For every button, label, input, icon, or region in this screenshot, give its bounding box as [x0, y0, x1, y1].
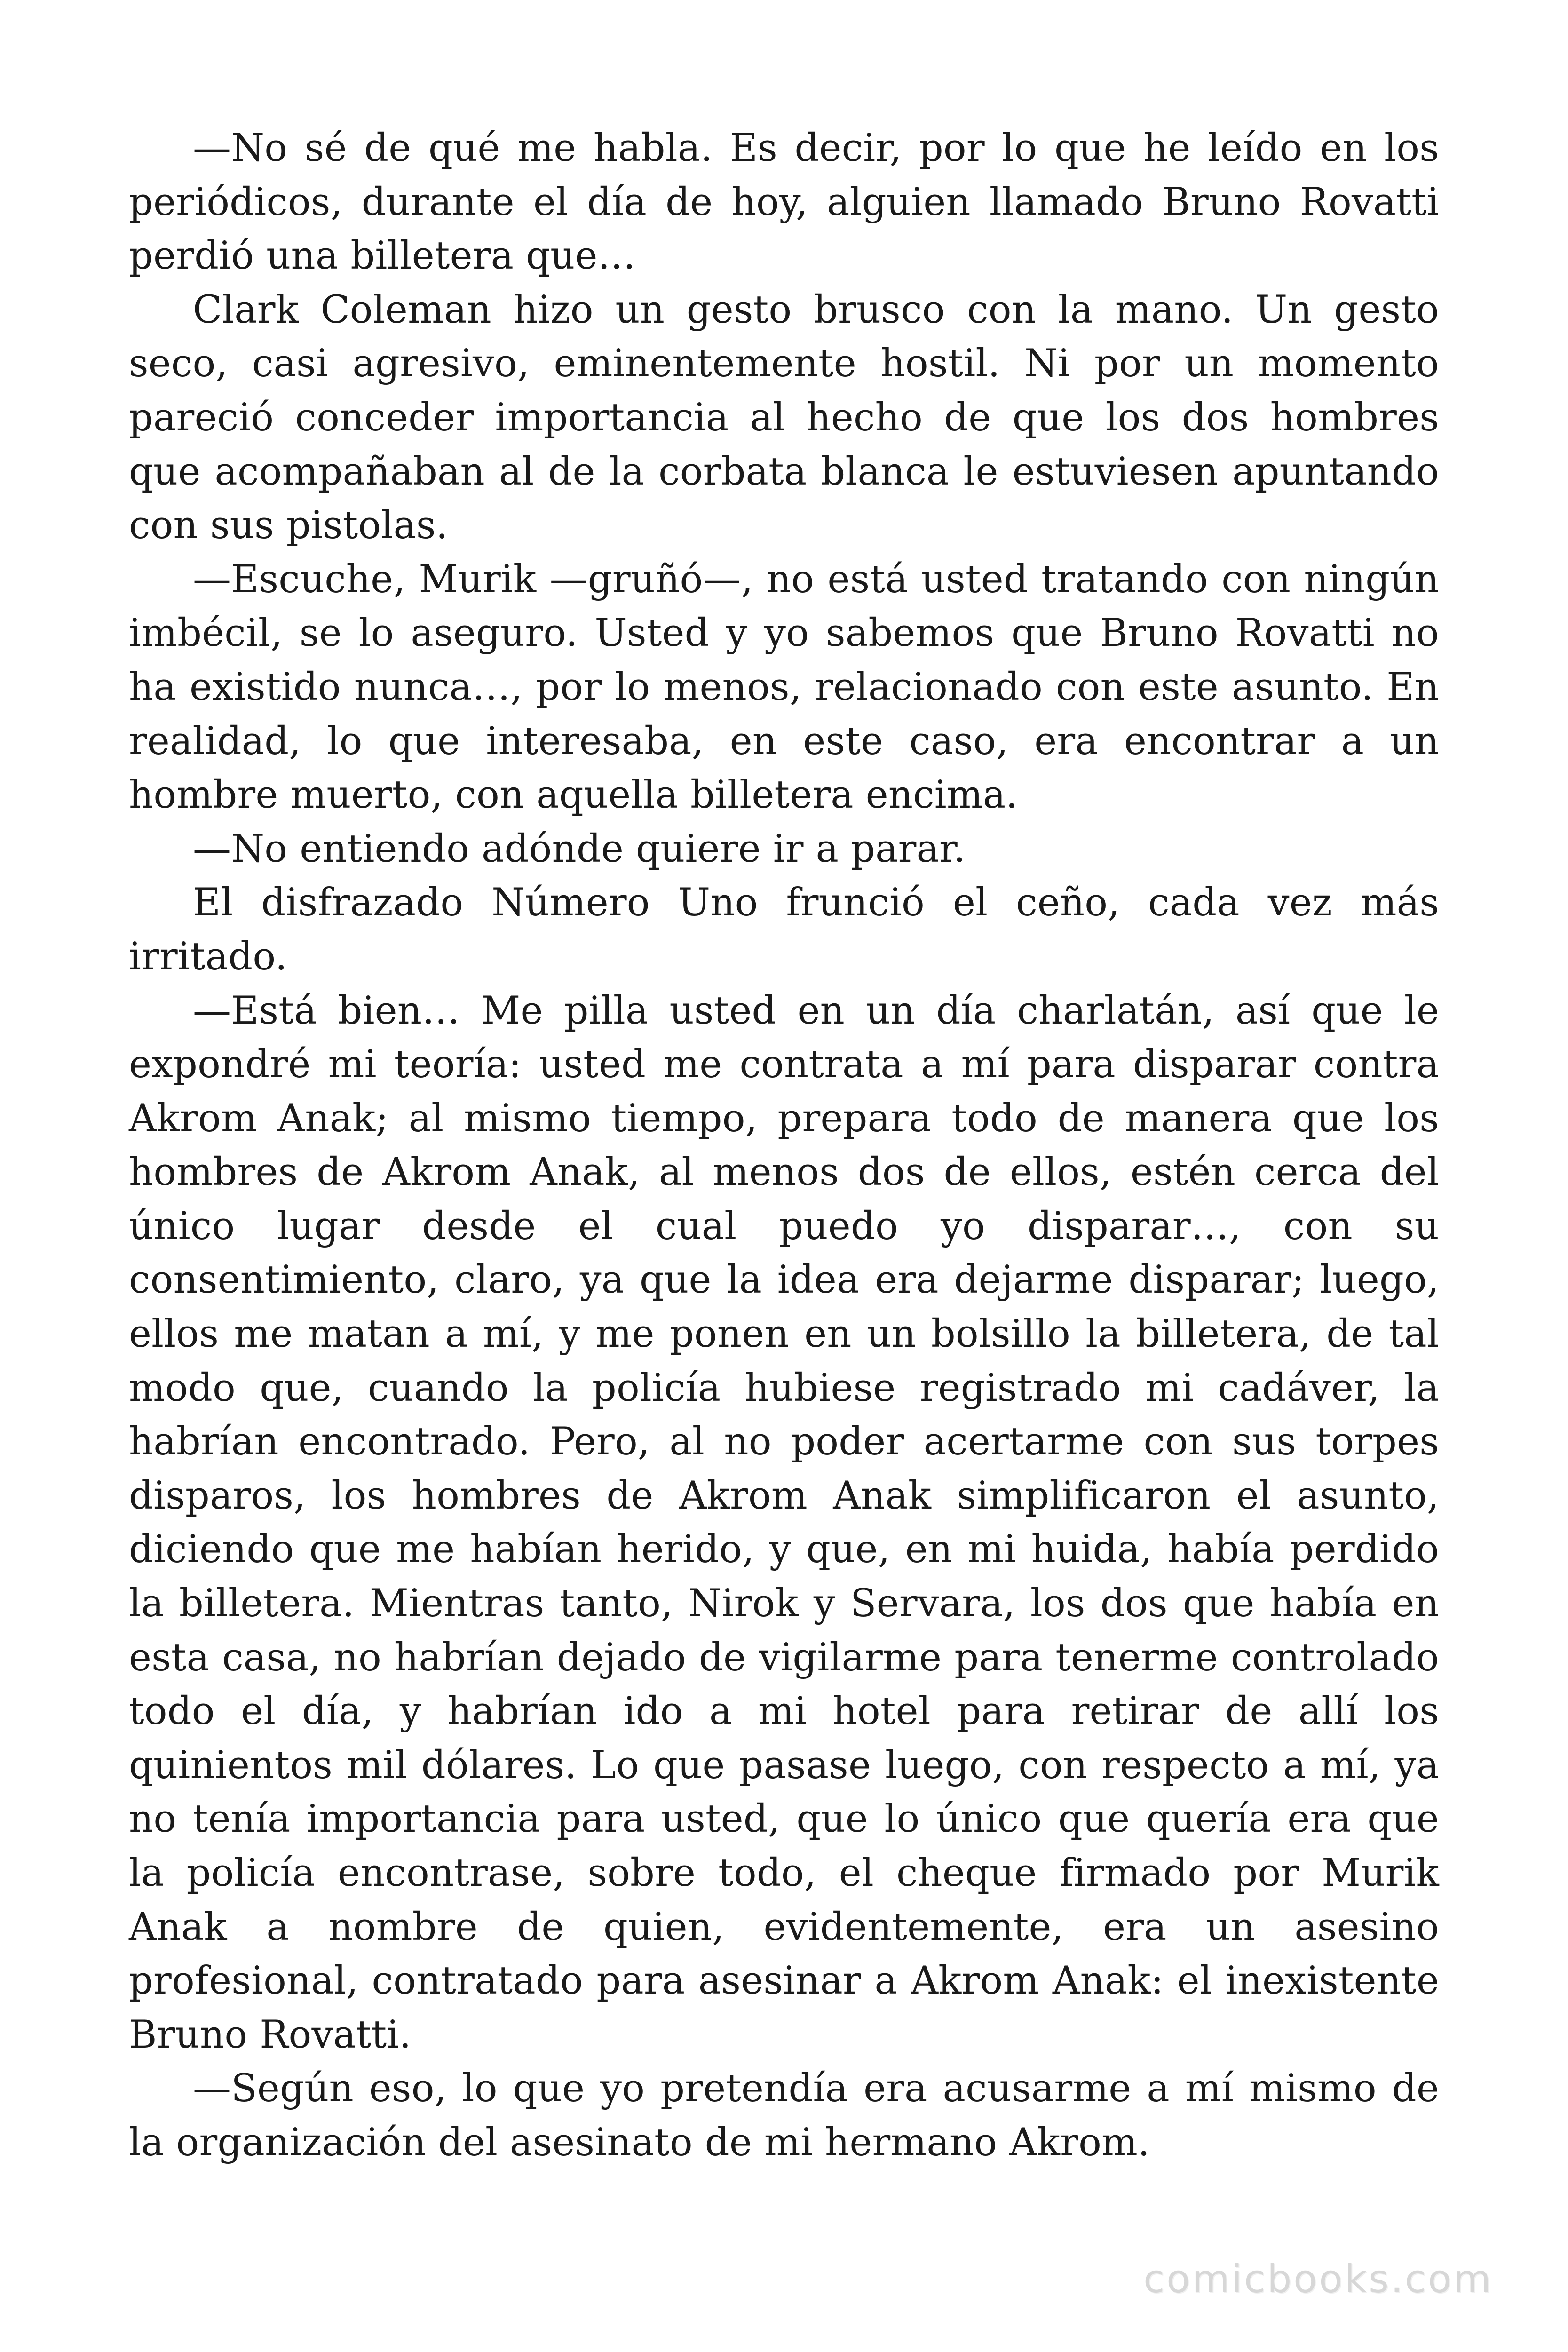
paragraph-3: —Escuche, Murik —gruñó—, no está usted tratando con ningún imbécil, se lo aseguro. Usted y yo sabemos que Bruno Rovatti no ha existido nunca…, por lo menos, relacionado con este asunto. En realidad, lo que interesaba, en este caso, era encontrar a un hombre muerto, con aquella billetera encima. — [129, 557, 1439, 818]
paragraph-4: —No entiendo adónde quiere ir a parar. — [193, 826, 966, 871]
watermark: comicbooks.com — [1143, 2257, 1493, 2302]
paragraph-7: —Según eso, lo que yo pretendía era acusarme a mí mismo de la organización del asesinato de mi hermano Akrom. — [129, 2066, 1439, 2165]
paragraph-1: —No sé de qué me habla. Es decir, por lo que he leído en los periódicos, durante el día de hoy, alguien llamado Bruno Rovatti perdió una billetera que… — [129, 126, 1439, 278]
paragraph-6: —Está bien… Me pilla usted en un día charlatán, así que le expondré mi teoría: usted me contrata a mí para disparar contra Akrom Anak; al mismo tiempo, prepara todo de manera que los hombres de Akrom Anak, al menos dos de ellos, estén cerca del único lugar desde el cual puedo yo disparar…, con su consentimiento, claro, ya que la idea era dejarme disparar; luego, ellos me matan a mí, y me ponen en un bolsillo la billetera, de tal modo que, cuando la policía hubiese registrado mi cadáver, la habrían encontrado. Pero, al no poder acertarme con sus torpes disparos, los hombres de Akrom Anak simplificaron el asunto, diciendo que me habían herido, y que, en mi huida, había perdido la billetera. Mientras tanto, Nirok y Servara, los dos que había en esta casa, no habrían dejado de vigilarme para tenerme controlado todo el día, y habrían ido a mi hotel para retirar de allí los quinientos mil dólares. Lo que pasase luego, con respecto a mí, ya no tenía importancia para usted, que lo único que quería era que la policía encontrase, sobre todo, el cheque firmado por Murik Anak a nombre de quien, evidentemente, era un asesino profesional, contratado para asesinar a Akrom Anak: el inexistente Bruno Rovatti. — [129, 988, 1439, 2057]
paragraph-2: Clark Coleman hizo un gesto brusco con la mano. Un gesto seco, casi agresivo, eminentemente hostil. Ni por un momento pareció conceder importancia al hecho de que los dos hombres que acompañaban al de la corbata blanca le estuviesen apuntando con sus pistolas. — [129, 287, 1439, 548]
page-body — [129, 121, 1439, 2170]
paragraph-5: El disfrazado Número Uno frunció el ceño, cada vez más irritado. — [129, 881, 1439, 979]
